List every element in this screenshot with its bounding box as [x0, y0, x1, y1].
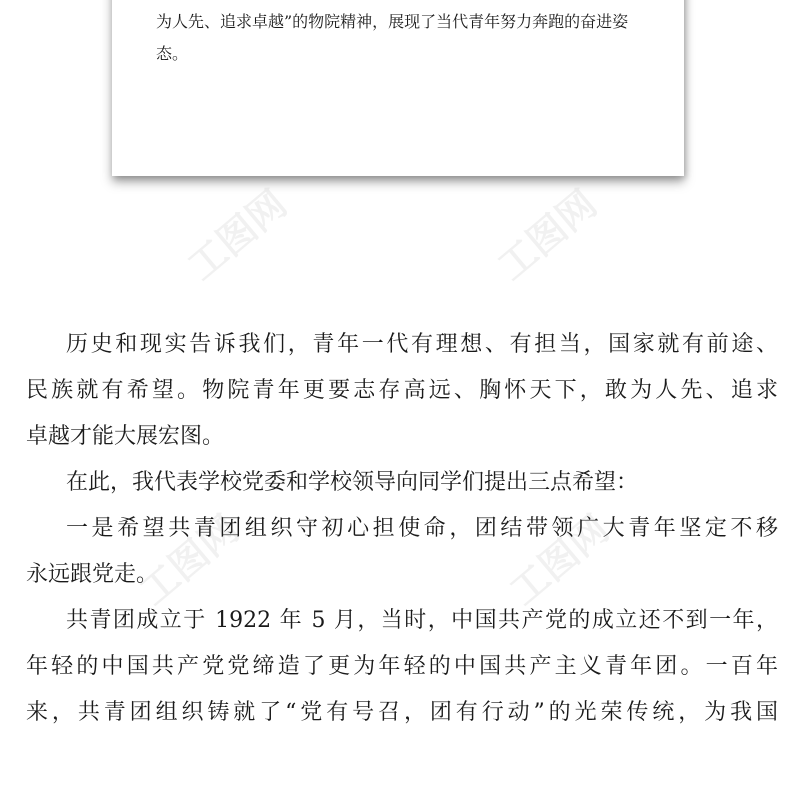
- paragraph-line: 卓越才能大展宏图。: [26, 424, 225, 449]
- article-body: [26, 322, 778, 730]
- watermark: 工图网: [179, 181, 296, 289]
- watermark: 工图网: [131, 506, 248, 614]
- quote-card: [112, 0, 684, 176]
- quote-card-text: [156, 0, 656, 70]
- watermark: 工图网: [489, 181, 606, 289]
- paragraph-line: 永远跟党走。: [26, 562, 159, 587]
- watermark: 工图网: [501, 506, 618, 614]
- quote-line: 态。: [156, 44, 189, 63]
- paragraph-line: 在此，我代表学校党委和学校领导向同学们提出三点希望：: [66, 470, 639, 495]
- paragraph-line: 历史和现实告诉我们，青年一代有理想、有担当，国家就有前途、: [66, 332, 778, 357]
- paragraph-line: 一是希望共青团组织守初心担使命，团结带领广大青年坚定不移: [66, 516, 778, 541]
- quote-line: [156, 0, 656, 6]
- paragraph-line: 来，共青团组织铸就了“党有号召，团有行动”的光荣传统，为我国: [26, 700, 778, 725]
- paragraph-line: 民族就有希望。物院青年更要志存高远、胸怀天下，敢为人先、追求: [26, 378, 778, 403]
- paragraph-line: 年轻的中国共产党党缔造了更为年轻的中国共产主义青年团。一百年: [26, 654, 778, 679]
- paragraph-line: 共青团成立于 1922 年 5 月，当时，中国共产党的成立还不到一年，: [66, 608, 778, 633]
- quote-line: 为人先、追求卓越”的物院精神，展现了当代青年努力奔跑的奋进姿: [156, 12, 629, 31]
